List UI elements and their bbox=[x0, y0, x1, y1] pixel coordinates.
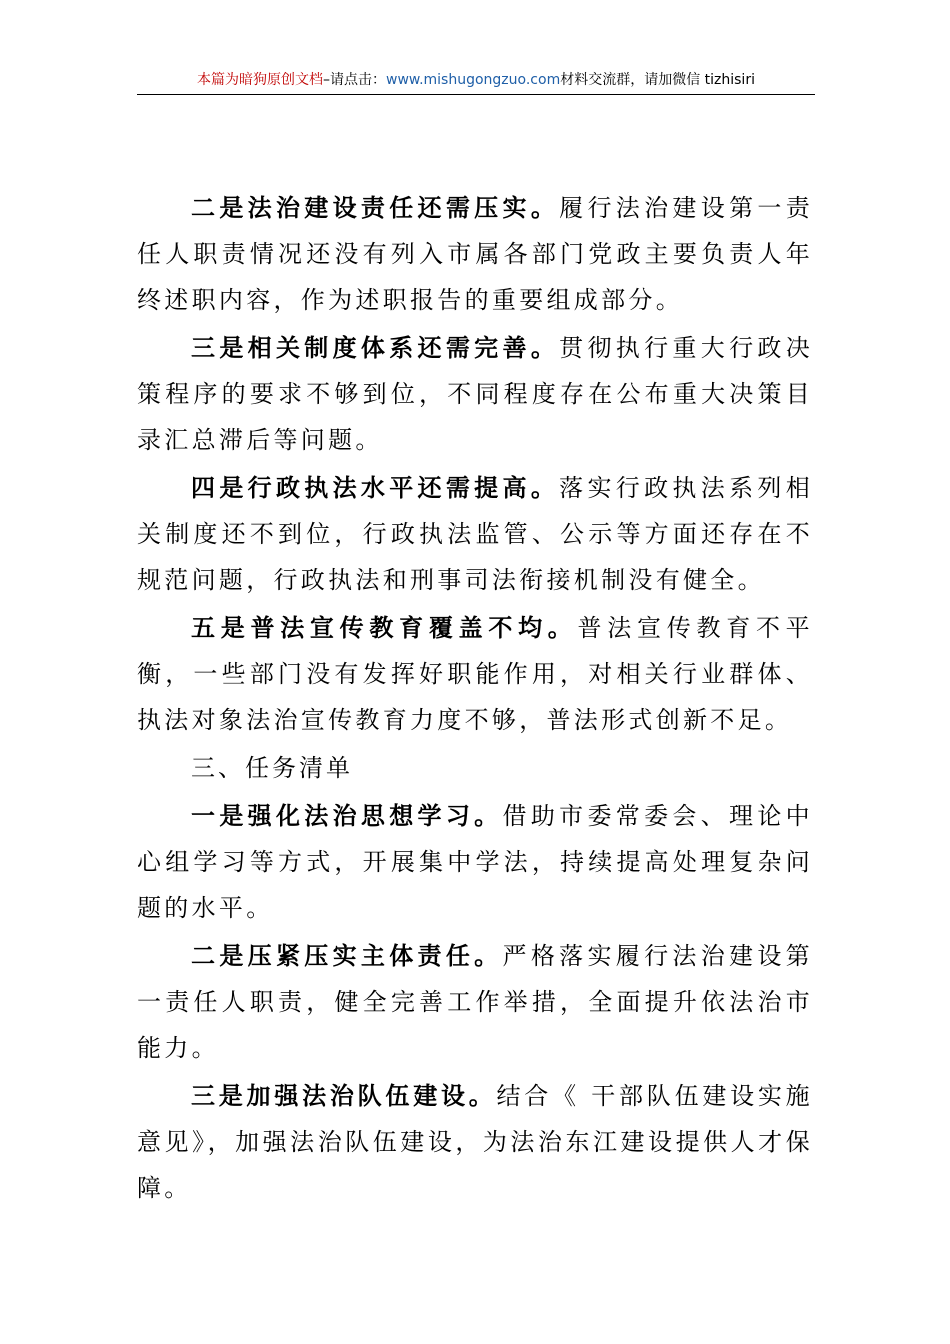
paragraph-item bbox=[137, 185, 813, 323]
task-text: 严格落实履行法治建设第一责任人职责，健全完善工作举措，全面提升依法治市能力。 bbox=[137, 942, 813, 1062]
task-lead: 一是强化法治思想学习。 bbox=[191, 801, 503, 830]
header-wechat-note: 材料交流群，请加微信 tizhisiri bbox=[560, 72, 755, 88]
task-item bbox=[137, 1073, 813, 1211]
page-header bbox=[137, 66, 815, 95]
section-title: 三、任务清单 bbox=[191, 754, 353, 782]
task-item bbox=[137, 793, 813, 931]
paragraph-item bbox=[137, 325, 813, 463]
task-text: 借助市委常委会、理论中心组学习等方式，开展集中学法，持续提高处理复杂问题的水平。 bbox=[137, 802, 813, 922]
paragraph-text: 贯彻执行重大行政决策程序的要求不够到位，不同程度存在公布重大决策目录汇总滞后等问题。 bbox=[137, 334, 814, 454]
task-text: 结合《 干部队伍建设实施意见》，加强法治队伍建设，为法治东江建设提供人才保障。 bbox=[137, 1082, 813, 1202]
task-lead: 二是压紧压实主体责任。 bbox=[191, 941, 503, 970]
paragraph-lead: 三是相关制度体系还需完善。 bbox=[191, 333, 560, 362]
paragraph-text: 落实行政执法系列相关制度还不到位，行政执法监管、公示等方面还存在不规范问题，行政执法和刑事司法衔接机制没有健全。 bbox=[137, 474, 814, 594]
header-click-prompt: –请点击： bbox=[323, 72, 387, 88]
paragraph-item bbox=[137, 465, 813, 603]
paragraph-text: 普法宣传教育不平衡，一些部门没有发挥好职能作用，对相关行业群体、执法对象法治宣传教育力度不够，普法形式创新不足。 bbox=[137, 614, 813, 734]
paragraph-item bbox=[137, 605, 813, 743]
header-original-notice: 本篇为暗狗原创文档 bbox=[197, 72, 324, 88]
header-website-link[interactable]: www.mishugongzuo.com bbox=[386, 72, 561, 88]
paragraph-lead: 二是法治建设责任还需压实。 bbox=[191, 193, 560, 222]
document-body bbox=[137, 185, 813, 1213]
paragraph-text: 履行法治建设第一责任人职责情况还没有列入市属各部门党政主要负责人年终述职内容，作为述职报告的重要组成部分。 bbox=[137, 194, 814, 314]
paragraph-lead: 五是普法宣传教育覆盖不均。 bbox=[191, 613, 578, 642]
task-lead: 三是加强法治队伍建设。 bbox=[191, 1081, 497, 1110]
task-item bbox=[137, 933, 813, 1071]
paragraph-lead: 四是行政执法水平还需提高。 bbox=[191, 473, 560, 502]
